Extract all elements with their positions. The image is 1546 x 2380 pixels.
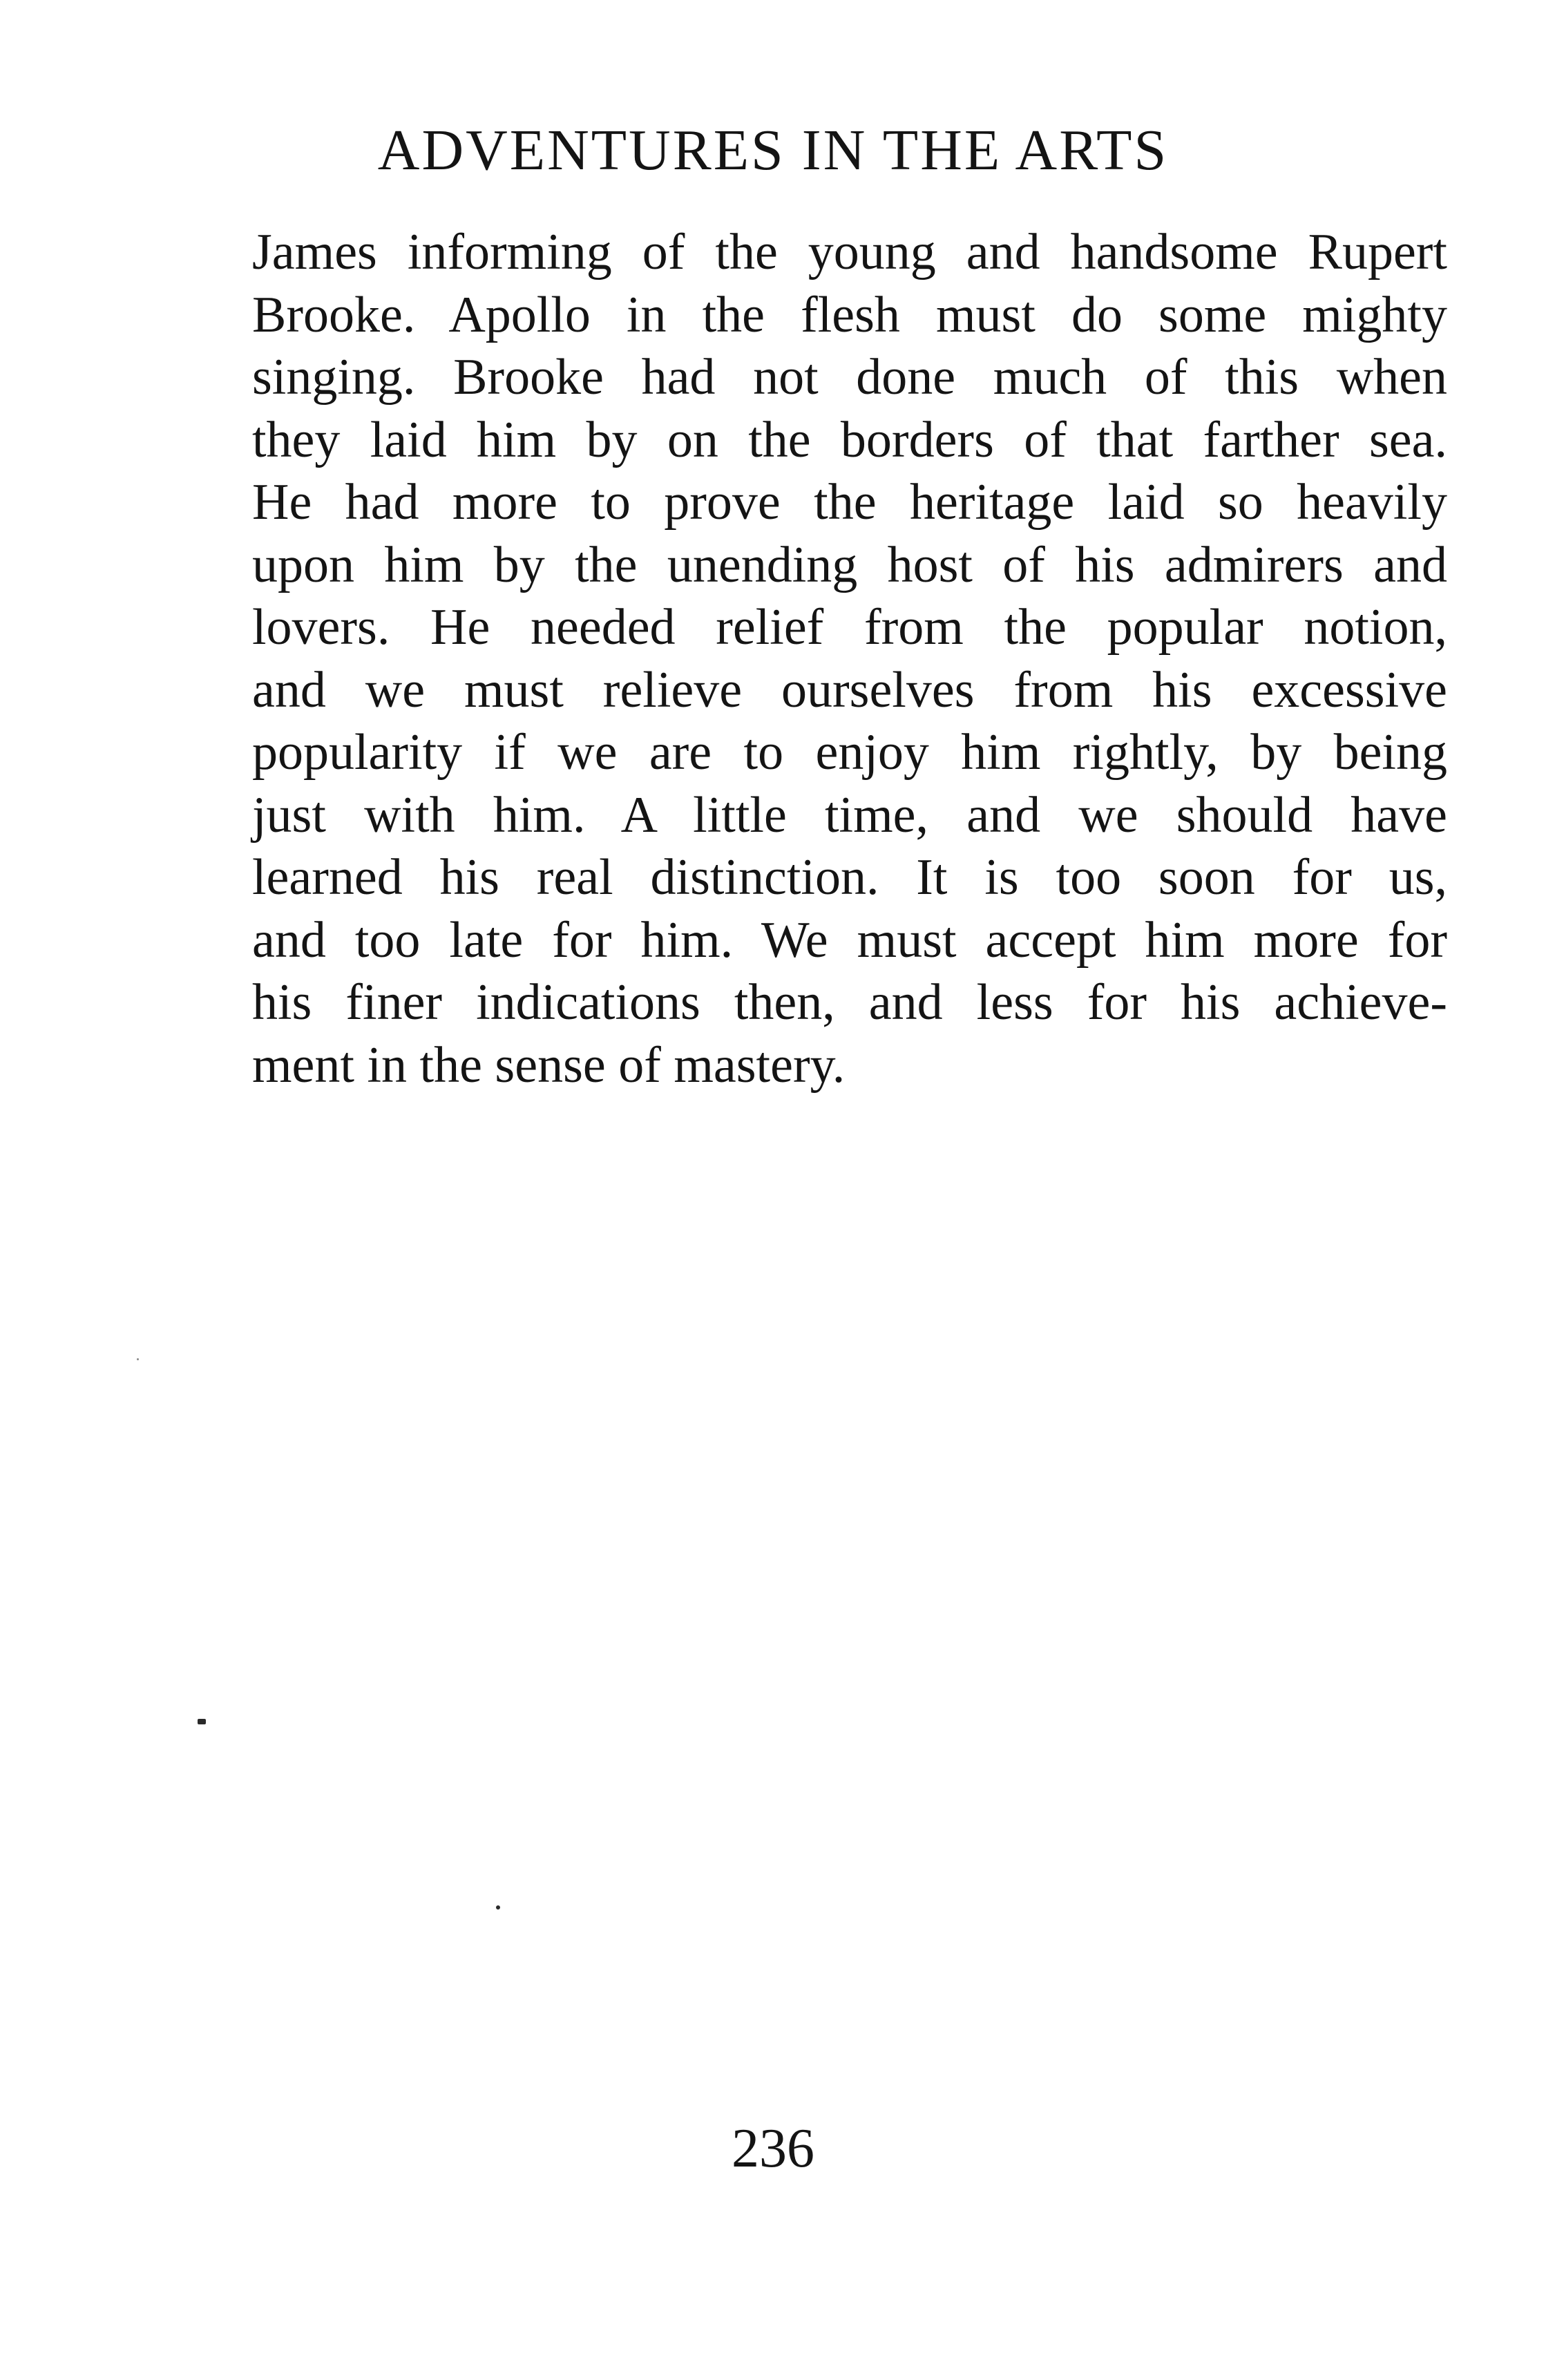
text-line: ment in the sense of mastery. <box>252 1036 846 1094</box>
text-line: just with him. A little time, and we should have <box>252 786 1447 844</box>
text-line: upon him by the unending host of his admirers and <box>252 536 1447 593</box>
text-line: singing. Brooke had not done much of this when <box>252 349 1447 406</box>
text-line: He had more to prove the heritage laid so heavily <box>252 474 1447 531</box>
scan-speck <box>496 1905 500 1910</box>
running-head: ADVENTURES IN THE ARTS <box>377 118 1169 182</box>
text-line: Brooke. Apollo in the flesh must do some mighty <box>252 286 1447 343</box>
text-line: popularity if we are to enjoy him rightly, by being <box>252 724 1447 781</box>
text-line: they laid him by on the borders of that farther sea. <box>252 411 1447 468</box>
scan-speck <box>137 1358 139 1360</box>
body-paragraph <box>252 221 1447 1096</box>
text-line: and too late for him. We must accept him more for <box>252 911 1447 969</box>
text-line: lovers. He needed relief from the popular notion, <box>252 599 1447 656</box>
text-line: and we must relieve ourselves from his excessive <box>252 661 1447 718</box>
text-line: learned his real distinction. It is too soon for us, <box>252 849 1447 906</box>
text-line: his finer indications then, and less for his achieve- <box>252 974 1447 1031</box>
text-line: James informing of the young and handsome Rupert <box>252 224 1447 280</box>
scan-speck <box>198 1719 206 1724</box>
page-number: 236 <box>732 2118 814 2179</box>
